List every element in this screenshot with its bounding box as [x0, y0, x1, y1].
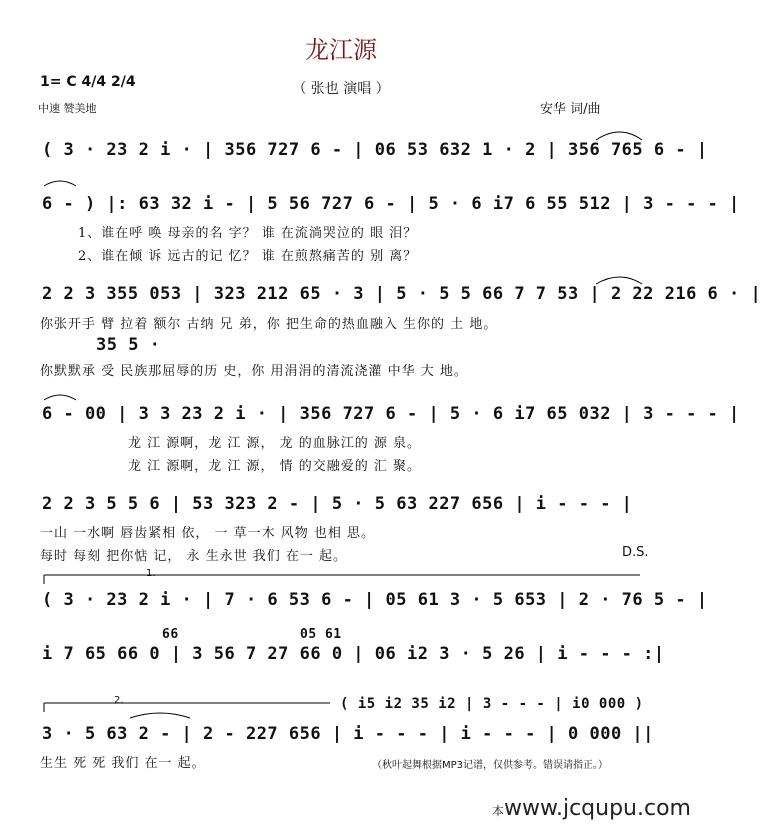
ds-mark: D.S. [622, 545, 649, 560]
page-title: 龙江源 [305, 36, 377, 64]
volta-1-label: 1. [146, 568, 156, 579]
author-credit: 安华 词/曲 [540, 102, 601, 117]
watermark-prefix: 本 [492, 804, 505, 818]
volta-2-label: 2. [114, 695, 124, 706]
lyric-row-2a: 1、谁在呼 唤 母亲的名 字？ 谁 在流淌哭泣的 眼 泪？ [78, 226, 418, 241]
score-row-7-top-b: 05 61 [300, 627, 342, 642]
score-row-8-parenthetical: ( i5 i2 35 i2 | 3 - - - | i0 000 ) [340, 696, 644, 712]
score-row-7: i 7 65 66 0 | 3 56 7 27 66 0 | 06 i2 3 · 5 26 | i - - - :| [42, 644, 665, 664]
score-row-1: ( 3 · 23 2 i · | 356 727 6 - | 06 53 632 1 · 2 | 356 765 6 - | [42, 140, 708, 160]
lyric-row-3b: 你默默承 受 民族那屈辱的历 史，你 用涓涓的清流浇灌 中华 大 地。 [40, 364, 468, 379]
lyric-row-5a: 一山 一水啊 唇齿紧相 依， 一 草一木 风物 也相 思。 [40, 526, 376, 541]
singer-label: （ 张也 演唱 ） [292, 81, 390, 97]
score-row-6: ( 3 · 23 2 i · | 7 · 6 53 6 - | 05 61 3 · 5 653 | 2 · 76 5 - | [42, 590, 708, 610]
score-row-3: 2 2 3 355 053 | 323 212 65 · 3 | 5 · 5 5 66 7 7 53 | 2 22 216 6 · | [42, 284, 761, 304]
footnote: （秋叶起舞根据MP3记谱，仅供参考。错误请指正。） [372, 760, 609, 771]
lyric-row-4a: 龙 江 源啊，龙 江 源， 龙 的血脉江的 源 泉。 [128, 436, 422, 451]
lyric-row-3a: 你张开手 臂 拉着 额尔 古纳 兄 弟，你 把生命的热血融入 生你的 土 地。 [40, 317, 498, 332]
score-row-2: 6 - ) |: 63 32 i - | 5 56 727 6 - | 5 · 6 i7 6 55 512 | 3 - - - | [42, 194, 740, 214]
key-signature: 1= C 4/4 2/4 [40, 74, 136, 90]
score-row-8: 3 · 5 63 2 - | 2 - 227 656 | i - - - | i - - - | 0 000 || [42, 724, 654, 744]
score-row-4: 6 - 00 | 3 3 23 2 i · | 356 727 6 - | 5 · 6 i7 65 032 | 3 - - - | [42, 404, 740, 424]
lyric-row-8: 生生 死 死 我们 在一 起。 [40, 756, 206, 771]
score-row-7-top-a: 66 [162, 627, 179, 642]
slur [596, 132, 642, 140]
lyric-row-5b: 每时 每刻 把你惦 记， 永 生永世 我们 在一 起。 [40, 549, 348, 564]
watermark-url: www.jcqupu.com [504, 796, 691, 821]
score-row-3b: 35 5 · [96, 335, 161, 355]
score-row-5: 2 2 3 5 5 6 | 53 323 2 - | 5 · 5 63 227 656 | i - - - | [42, 494, 633, 514]
lyric-row-2b: 2、谁在倾 诉 远古的记 忆？ 谁 在煎熬痛苦的 别 离？ [78, 249, 418, 264]
lyric-row-4b: 龙 江 源啊，龙 江 源， 情 的交融爱的 汇 聚。 [128, 459, 422, 474]
tempo-mark: 中速 赞美地 [38, 102, 97, 115]
